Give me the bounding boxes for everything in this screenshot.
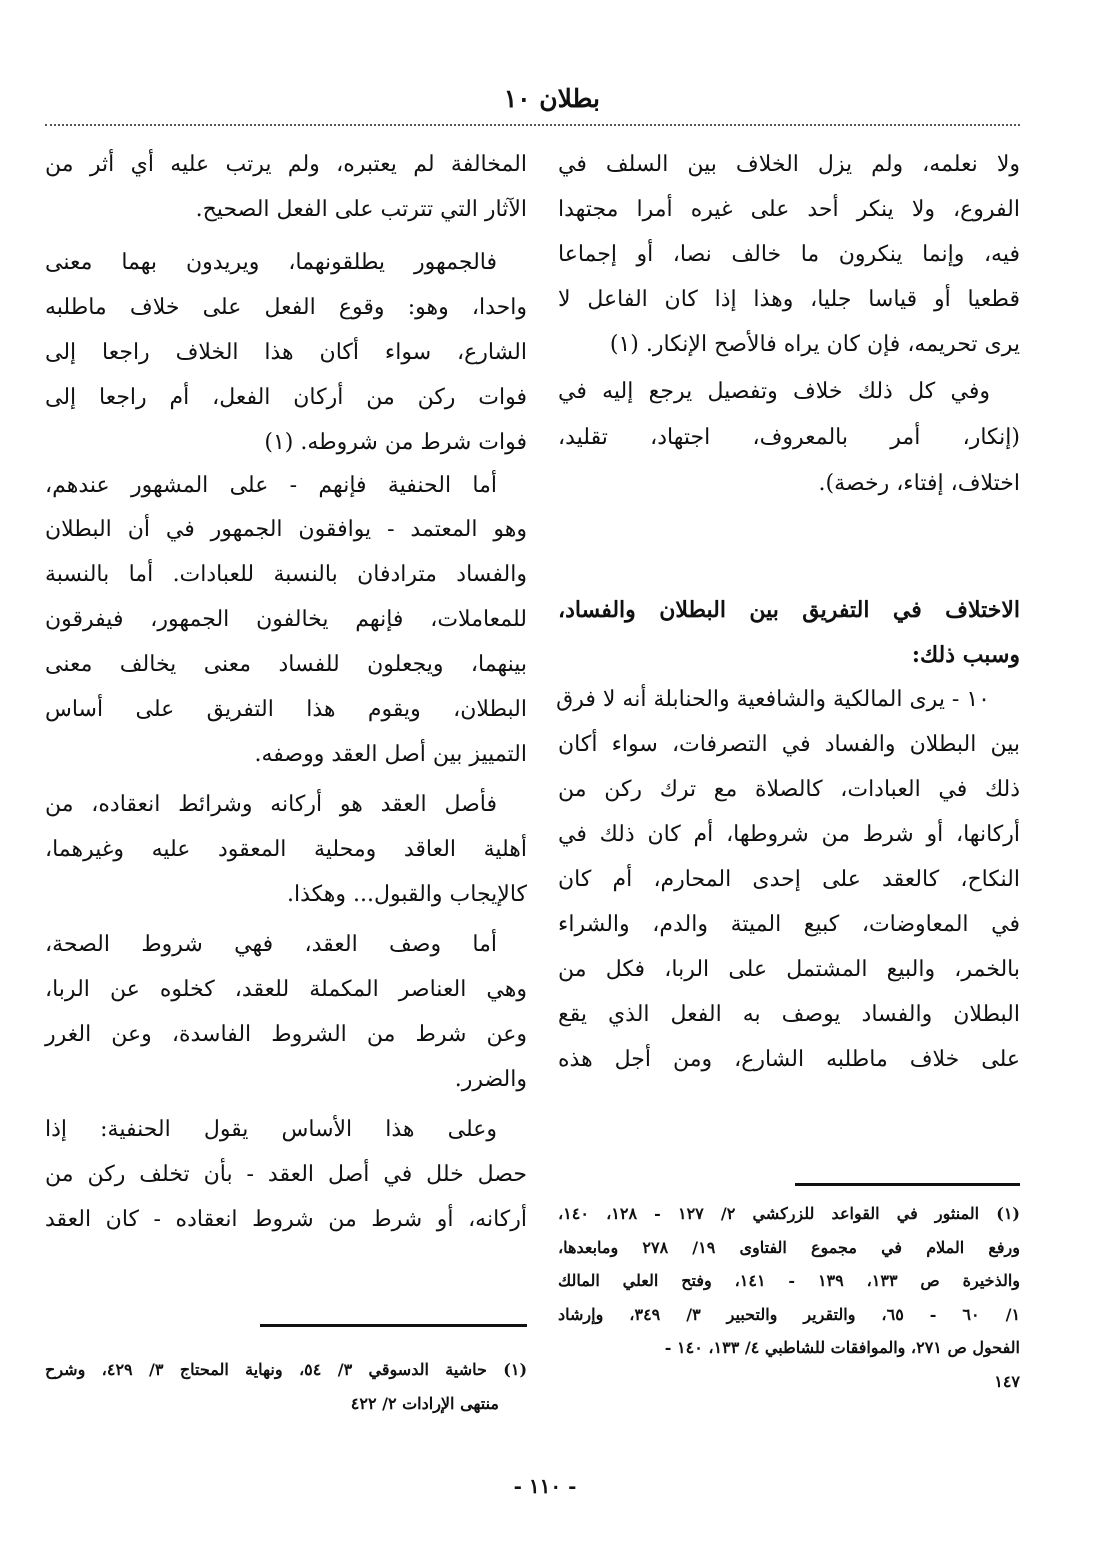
text-line: البطلان، ويقوم هذا التفريق على أساس xyxy=(45,697,527,722)
text-line: المخالفة لم يعتبره، ولم يرتب عليه أي أثر من xyxy=(45,152,527,177)
footnote-rule xyxy=(260,1324,527,1327)
running-header: بطلان ١٠ xyxy=(503,84,600,113)
text-line: التمييز بين أصل العقد ووصفه. xyxy=(254,742,527,767)
text-line: كالإيجاب والقبول... وهكذا. xyxy=(286,882,527,907)
text-line: فيه، وإنما ينكرون ما خالف نصا، أو إجماعا xyxy=(558,242,1020,267)
text-line: وعلى هذا الأساس يقول الحنفية: إذا xyxy=(45,1117,497,1142)
text-line: يرى تحريمه، فإن كان يراه فالأصح الإنكار. (١) xyxy=(609,332,1020,357)
text-line: (إنكار، أمر بالمعروف، اجتهاد، تقليد، xyxy=(558,425,1020,450)
text-line: أما وصف العقد، فهي شروط الصحة، xyxy=(45,932,497,957)
text-line: قطعيا أو قياسا جليا، وهذا إذا كان الفاعل لا xyxy=(558,287,1020,312)
text-line: ذلك في العبادات، كالصلاة مع ترك ركن من xyxy=(558,777,1020,802)
footnote-line: ورفع الملام في مجموع الفتاوى ١٩/ ٢٧٨ ومابعدها، xyxy=(558,1237,1021,1257)
footnote-line: (١) المنثور في القواعد للزركشي ٢/ ١٢٧ - ١٢٨، ١٤٠، xyxy=(558,1204,1020,1223)
text-line: بينهما، ويجعلون للفساد معنى يخالف معنى xyxy=(45,652,527,677)
footnote-line: (١) حاشية الدسوقي ٣/ ٥٤، ونهاية المحتاج ٣/ ٤٢٩، وشرح xyxy=(45,1360,528,1379)
text-line: وهي العناصر المكملة للعقد، كخلوه عن الربا، xyxy=(45,977,527,1002)
text-line: أركانه، أو شرط من شروط انعقاده - كان العقد xyxy=(45,1207,527,1232)
text-line: في المعاوضات، كبيع الميتة والدم، والشراء xyxy=(558,912,1020,937)
text-line: حصل خلل في أصل العقد - بأن تخلف ركن من xyxy=(45,1162,527,1187)
section-heading: الاختلاف في التفريق بين البطلان والفساد، xyxy=(558,597,1020,623)
text-line: الآثار التي تترتب على الفعل الصحيح. xyxy=(195,197,527,222)
section-heading: وسبب ذلك: xyxy=(911,642,1020,668)
text-line: بالخمر، والبيع المشتمل على الربا، فكل من xyxy=(558,957,1020,982)
text-line: ولا نعلمه، ولم يزل الخلاف بين السلف في xyxy=(558,152,1020,177)
footnote-rule xyxy=(795,1183,1020,1186)
text-line: للمعاملات، فإنهم يخالفون الجمهور، فيفرقون xyxy=(45,607,527,632)
text-line: وهو المعتمد - يوافقون الجمهور في أن البطلان xyxy=(45,517,527,542)
text-line: الشارع، سواء أكان هذا الخلاف راجعا إلى xyxy=(45,340,527,365)
text-line: فأصل العقد هو أركانه وشرائط انعقاده، من xyxy=(45,792,497,817)
text-line: أركانها، أو شرط من شروطها، أم كان ذلك في xyxy=(558,822,1020,847)
text-line: والفساد مترادفان بالنسبة للعبادات. أما بالنسبة xyxy=(45,562,527,587)
text-line: فالجمهور يطلقونهما، ويريدون بهما معنى xyxy=(45,250,497,275)
text-line: فوات شرط من شروطه. (١) xyxy=(264,430,527,455)
footnote-line: ١٤٧ xyxy=(994,1371,1020,1391)
footnote-line: ١/ ٦٠ - ٦٥، والتقرير والتحبير ٣/ ٣٤٩، وإرشاد xyxy=(558,1304,1021,1324)
text-line: وعن شرط من الشروط الفاسدة، وعن الغرر xyxy=(45,1022,527,1047)
text-line: أهلية العاقد ومحلية المعقود عليه وغيرهما، xyxy=(45,837,527,862)
text-line: بين البطلان والفساد في التصرفات، سواء أكان xyxy=(558,732,1020,757)
text-line: أما الحنفية فإنهم - على المشهور عندهم، xyxy=(45,473,497,498)
text-line: النكاح، كالعقد على إحدى المحارم، أم كان xyxy=(558,867,1020,892)
text-line: ١٠ - يرى المالكية والشافعية والحنابلة أنه لا فرق xyxy=(556,687,990,712)
text-line: البطلان والفساد يوصف به الفعل الذي يقع xyxy=(558,1002,1020,1027)
footnote-line: منتهى الإرادات ٢/ ٤٢٢ xyxy=(350,1394,499,1413)
footnote-line: والذخيرة ص ١٣٣، ١٣٩ - ١٤١، وفتح العلي المالك xyxy=(558,1271,1021,1290)
text-line: على خلاف ماطلبه الشارع، ومن أجل هذه xyxy=(558,1047,1020,1072)
text-line: الفروع، ولا ينكر أحد على غيره أمرا مجتهدا xyxy=(558,197,1020,222)
text-line: اختلاف، إفتاء، رخصة). xyxy=(818,471,1020,496)
footnote-line: الفحول ص ٢٧١، والموافقات للشاطبي ٤/ ١٣٣، ١٤٠ - xyxy=(664,1338,1020,1357)
text-line: والضرر. xyxy=(454,1067,527,1092)
text-line: وفي كل ذلك خلاف وتفصيل يرجع إليه في xyxy=(558,379,990,404)
header-divider xyxy=(45,124,1020,126)
page-number: - ١١٠ - xyxy=(513,1474,577,1498)
text-line: واحدا، وهو: وقوع الفعل على خلاف ماطلبه xyxy=(45,295,527,320)
text-line: فوات ركن من أركان الفعل، أم راجعا إلى xyxy=(45,385,527,410)
